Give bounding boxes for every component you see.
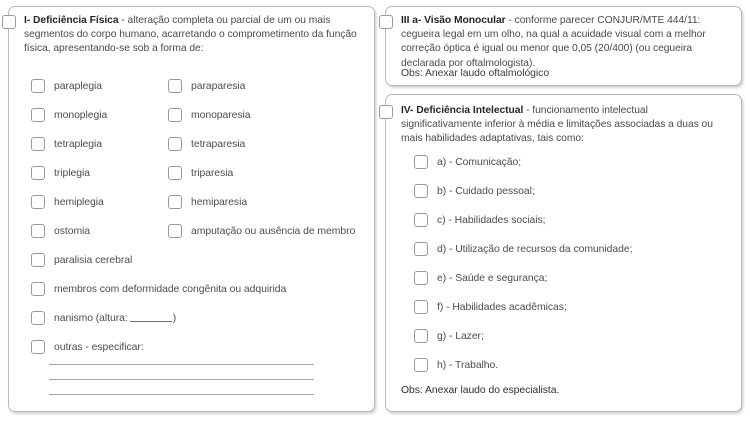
option-row[interactable] xyxy=(414,300,567,314)
option-label: f) - Habilidades acadêmicas; xyxy=(437,301,567,313)
option-row[interactable] xyxy=(31,108,107,122)
checkbox-recursos-comunidade[interactable] xyxy=(414,242,428,256)
obs-visao-monocular: Obs: Anexar laudo oftalmológico xyxy=(401,68,550,79)
option-row[interactable] xyxy=(31,253,132,267)
checkbox-triplegia[interactable] xyxy=(31,166,45,180)
option-label: h) - Trabalho. xyxy=(437,359,499,371)
option-row[interactable] xyxy=(31,195,104,209)
option-label: tetraplegia xyxy=(54,138,102,150)
option-row[interactable] xyxy=(414,242,632,256)
panel-deficiencia-intelectual xyxy=(385,94,742,412)
option-label: d) - Utilização de recursos da comunidade; xyxy=(437,243,633,255)
checkbox-nanismo[interactable] xyxy=(31,311,45,325)
nanismo-suffix: ) xyxy=(172,312,177,324)
option-label: paralisia cerebral xyxy=(54,254,133,266)
option-row[interactable] xyxy=(414,329,484,343)
option-label-nanismo xyxy=(54,313,176,324)
heading-deficiencia-intelectual-text xyxy=(401,104,731,147)
option-row[interactable] xyxy=(31,166,90,180)
option-row[interactable] xyxy=(168,224,355,238)
option-label: paraplegia xyxy=(54,80,103,92)
option-row[interactable] xyxy=(414,184,535,198)
heading-numeral: I- xyxy=(24,15,34,26)
checkbox-saude-seguranca[interactable] xyxy=(414,271,428,285)
checkbox-amputacao[interactable] xyxy=(168,224,182,238)
checkbox-comunicacao[interactable] xyxy=(414,155,428,169)
option-row[interactable] xyxy=(31,282,286,296)
option-row-outras[interactable] xyxy=(31,340,144,354)
option-label: membros com deformidade congênita ou adquirida xyxy=(54,283,287,295)
heading-title: Deficiência Intelectual xyxy=(416,105,524,116)
option-label: c) - Habilidades sociais; xyxy=(437,214,546,226)
checkbox-monoparesia[interactable] xyxy=(168,108,182,122)
write-in-rule-1[interactable] xyxy=(49,364,314,365)
checkbox-cuidado-pessoal[interactable] xyxy=(414,184,428,198)
option-row[interactable] xyxy=(168,166,233,180)
heading-deficiencia-fisica-text xyxy=(24,14,362,57)
option-label: b) - Cuidado pessoal; xyxy=(437,185,535,197)
checkbox-tetraparesia[interactable] xyxy=(168,137,182,151)
option-label: hemiplegia xyxy=(54,196,104,208)
write-in-rule-2[interactable] xyxy=(49,379,314,380)
checkbox-trabalho[interactable] xyxy=(414,358,428,372)
panel-visao-monocular xyxy=(385,6,742,86)
option-row[interactable] xyxy=(414,155,521,169)
heading-numeral: IV- xyxy=(401,105,417,116)
heading-description: - conforme parecer CONJUR/MTE 444/11: cegueira legal em um olho, na qual a acuidade visual com a melhor correção óptica é igual ou menor que 0,05 (20/400) (ou cegueira declarada por oftalmologista). xyxy=(401,15,706,69)
write-in-rule-3[interactable] xyxy=(49,394,314,395)
option-label: tetraparesia xyxy=(191,138,246,150)
option-label: g) - Lazer; xyxy=(437,330,484,342)
heading-description: - funcionamento intelectual significativamente inferior à média e limitações associadas a duas ou mais habilidades adaptativas, tais como: xyxy=(401,105,713,145)
option-row[interactable] xyxy=(168,137,245,151)
option-label: amputação ou ausência de membro xyxy=(191,225,356,237)
option-row[interactable] xyxy=(168,108,251,122)
option-label: e) - Saúde e segurança; xyxy=(437,272,548,284)
option-label: ostomia xyxy=(54,225,91,237)
checkbox-lazer[interactable] xyxy=(414,329,428,343)
checkbox-paraplegia[interactable] xyxy=(31,79,45,93)
panel-deficiencia-fisica xyxy=(8,6,375,412)
heading-title: Deficiência Física xyxy=(33,15,119,26)
checkbox-monoplegia[interactable] xyxy=(31,108,45,122)
heading-visao-monocular xyxy=(379,14,731,71)
option-label: outras - especificar: xyxy=(54,341,144,353)
heading-title: Visão Monocular xyxy=(424,15,506,26)
checkbox-deficiencia-intelectual[interactable] xyxy=(379,105,393,119)
option-label: monoparesia xyxy=(191,109,251,121)
option-label: monoplegia xyxy=(54,109,108,121)
heading-description: - alteração completa ou parcial de um ou mais segmentos do corpo humano, acarretando o comprometimento da função física, apresentando-se sob a forma de: xyxy=(24,15,357,55)
option-row[interactable] xyxy=(168,79,245,93)
option-label: a) - Comunicação; xyxy=(437,156,522,168)
heading-deficiencia-fisica xyxy=(2,14,362,57)
checkbox-deficiencia-fisica[interactable] xyxy=(2,15,16,29)
checkbox-visao-monocular[interactable] xyxy=(379,15,393,29)
option-label: hemiparesia xyxy=(191,196,248,208)
checkbox-habilidades-academicas[interactable] xyxy=(414,300,428,314)
checkbox-hemiplegia[interactable] xyxy=(31,195,45,209)
obs-deficiencia-intelectual: Obs: Anexar laudo do especialista. xyxy=(401,385,560,396)
option-label: triparesia xyxy=(191,167,234,179)
option-row-nanismo[interactable] xyxy=(31,311,176,325)
checkbox-hemiparesia[interactable] xyxy=(168,195,182,209)
checkbox-outras[interactable] xyxy=(31,340,45,354)
checkbox-tetraplegia[interactable] xyxy=(31,137,45,151)
option-label: triplegia xyxy=(54,167,90,179)
checkbox-membros-deformidade[interactable] xyxy=(31,282,45,296)
checkbox-paralisia-cerebral[interactable] xyxy=(31,253,45,267)
heading-numeral: III a- xyxy=(401,15,425,26)
option-row[interactable] xyxy=(414,358,498,372)
option-row[interactable] xyxy=(414,213,545,227)
heading-deficiencia-intelectual xyxy=(379,104,731,147)
checkbox-ostomia[interactable] xyxy=(31,224,45,238)
altura-input-blank[interactable] xyxy=(130,313,172,322)
checkbox-triparesia[interactable] xyxy=(168,166,182,180)
option-row[interactable] xyxy=(31,79,102,93)
option-row[interactable] xyxy=(31,137,102,151)
checkbox-habilidades-sociais[interactable] xyxy=(414,213,428,227)
option-row[interactable] xyxy=(31,224,90,238)
option-label: paraparesia xyxy=(191,80,246,92)
option-row[interactable] xyxy=(414,271,547,285)
nanismo-prefix: nanismo (altura: xyxy=(54,312,128,324)
option-row[interactable] xyxy=(168,195,247,209)
heading-visao-monocular-text xyxy=(401,14,731,71)
checkbox-paraparesia[interactable] xyxy=(168,79,182,93)
